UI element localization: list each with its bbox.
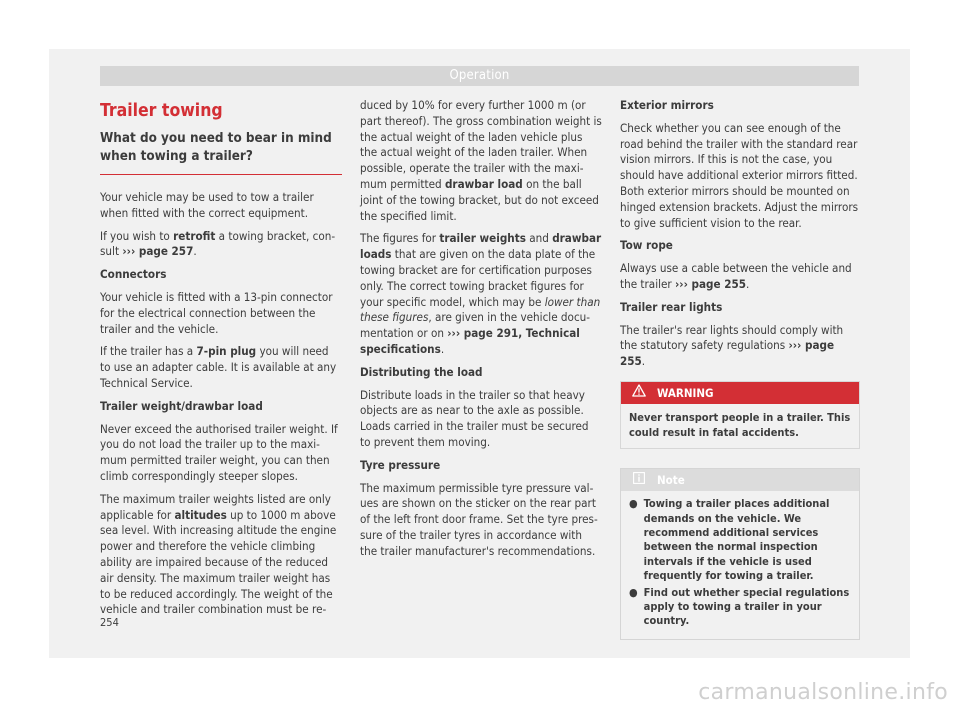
weight-paragraph: Never exceed the authorised trailer weight. If you do not load the trailer up to the maximum permitted trailer weight, you can then climb correspondingly steeper slopes. — [100, 421, 338, 483]
connectors-heading: Connectors — [100, 267, 167, 282]
tow-rope-paragraph: Always use a cable between the vehicle and the trailer ››› page 255. — [620, 261, 852, 291]
column-3 — [620, 98, 860, 640]
tyre-heading: Tyre pressure — [360, 457, 441, 472]
watermark: carmanualsonline.info — [698, 680, 948, 705]
retrofit-paragraph: If you wish to retrofit a towing bracket, consult ››› page 257. — [100, 228, 336, 259]
weight-heading: Trailer weight/drawbar load — [100, 398, 263, 413]
note-box — [620, 468, 860, 640]
bullet-icon: ● — [629, 497, 638, 511]
note-item: ● Towing a trailer places additional demands on the vehicle. We recommend additional services between the normal inspection intervals if the vehicle is used frequently for towing a trailer. — [629, 497, 830, 583]
figures-paragraph: The figures for trailer weights and drawbar loads that are given on the data plate of the towing bracket are for certification purposes only. The correct towing bracket figures for your specific model, which may be lower than these figures, are given in the vehicle documentation or on ››› page 291, Technical specifications. — [360, 231, 602, 356]
page-subtitle: What do you need to bear in mind when towing a trailer? — [100, 130, 342, 175]
note-item: ● Find out whether special regulations apply to towing a trailer in your country. — [629, 585, 850, 628]
bullet-icon: ● — [629, 585, 638, 599]
column-1 — [100, 98, 342, 625]
connectors-paragraph: Your vehicle is fitted with a 13-pin connector for the electrical connection between the trailer and the vehicle. — [100, 289, 333, 336]
warning-text: Never transport people in a trailer. This could result in fatal accidents. — [629, 410, 851, 439]
page-title: Trailer towing — [100, 101, 223, 121]
tyre-paragraph: The maximum permissible tyre pressure values are shown on the sticker on the rear part of the left front door frame. Set the tyre pressure of the trailer tyres in accordance with the trailer manufacturer's recommendations. — [360, 480, 598, 558]
section-header: Operation — [100, 66, 859, 86]
note-body — [621, 491, 859, 639]
warning-triangle-icon — [632, 382, 646, 404]
warning-header — [621, 382, 859, 404]
distributing-paragraph: Distribute loads in the trailer so that heavy objects are as near to the axle as possible. Loads carried in the trailer must be secured to prevent them moving. — [360, 387, 589, 449]
rear-lights-paragraph: The trailer's rear lights should comply with the statutory safety regulations ››› page 255. — [620, 322, 844, 369]
altitude-paragraph: The maximum trailer weights listed are only applicable for altitudes up to 1000 m above sea level. With increasing altitude the engine power and therefore the vehicle climbing ability are impaired because of the reduced air density. The maximum trailer weight has to be reduced accordingly. The weight of the vehicle and trailer combination must be re- — [100, 491, 337, 617]
intro-paragraph: Your vehicle may be used to tow a trailer when fitted with the correct equipment. — [100, 190, 314, 220]
note-label: Note — [657, 473, 685, 488]
rear-lights-heading: Trailer rear lights — [620, 299, 723, 314]
distributing-heading: Distributing the load — [360, 364, 483, 379]
page-link-291[interactable]: ››› page 291, Technical specifications — [360, 326, 580, 356]
note-header — [621, 469, 859, 491]
page-link-257[interactable]: ››› page 257 — [122, 244, 194, 259]
info-icon — [633, 469, 645, 491]
tow-rope-heading: Tow rope — [620, 238, 673, 253]
warning-box — [620, 381, 860, 449]
column-2 — [360, 98, 602, 567]
warning-label: WARNING — [657, 385, 714, 400]
page-link-255-lights[interactable]: ››› page 255 — [620, 338, 835, 369]
plug-paragraph: If the trailer has a 7-pin plug you will need to use an adapter cable. It is available at any Technical Service. — [100, 344, 337, 390]
page-link-255-rope[interactable]: ››› page 255 — [675, 276, 746, 291]
mirrors-heading: Exterior mirrors — [620, 98, 714, 112]
page-number: 254 — [100, 616, 119, 629]
mirrors-paragraph: Check whether you can see enough of the road behind the trailer with the standard rear vision mirrors. If this is not the case, you should have additional exterior mirrors fitted. Both exterior mirrors should be mounted on hinged extension brackets. Adjust the mirrors to give sufficient vision to the rear. — [620, 120, 859, 230]
continued-paragraph: duced by 10% for every further 1000 m (or part thereof). The gross combination weight is the actual weight of the laden vehicle plus the actual weight of the laden trailer. When possible, operate the trailer with the maximum permitted drawbar load on the ball joint of the towing bracket, but do not exceed the specified limit. — [360, 98, 602, 223]
